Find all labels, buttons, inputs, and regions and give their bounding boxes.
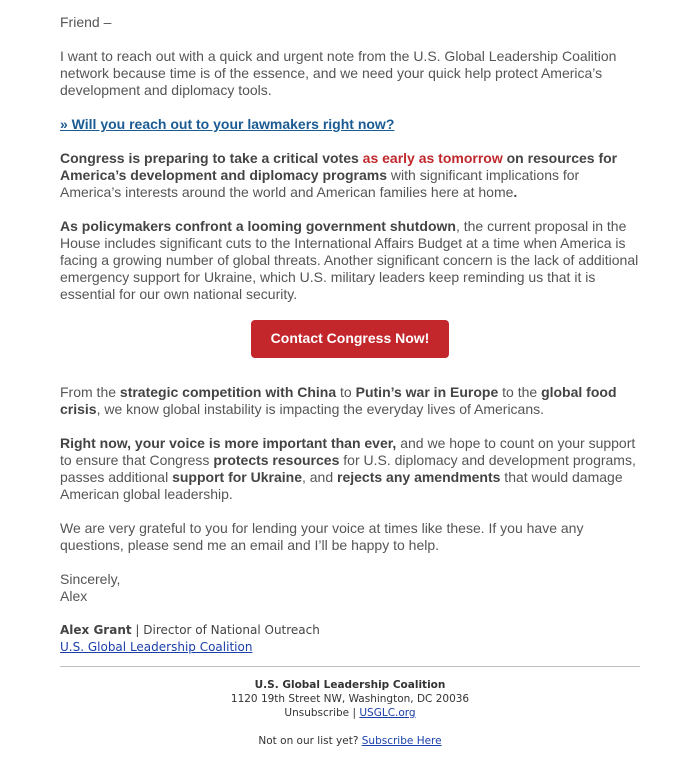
- closing: [60, 571, 640, 605]
- voice-text-2: for U.S. diplomacy and development programs, passes additional: [60, 452, 636, 485]
- votes-bold-1: Congress is preparing to take a critical votes: [60, 150, 363, 166]
- instability-paragraph: [60, 384, 640, 418]
- signature-name: Alex Grant: [60, 623, 132, 637]
- footer: [60, 678, 640, 748]
- signature-title: Director of National Outreach: [143, 623, 320, 637]
- rejects-amendments-bold: rejects any amendments: [337, 469, 501, 485]
- unsubscribe-link[interactable]: Unsubscribe: [284, 707, 350, 719]
- voice-text-1: and we hope to count on your support to ensure that Congress: [60, 435, 636, 468]
- china-bold: strategic competition with China: [119, 384, 337, 400]
- voice-text-4: that would damage American global leadership.: [60, 469, 623, 502]
- voice-bold: Right now, your voice is more important than ever,: [60, 435, 397, 451]
- votes-period: .: [513, 184, 518, 200]
- instability-text-2: to: [336, 384, 356, 400]
- greeting: Friend –: [60, 14, 112, 30]
- shutdown-text: , the current proposal in the House includes significant cuts to the International Affairs Budget at a time when America is facing a growing number of global threats. Another significant concern is the lack of additional emergency support for Ukraine, which U.S. military leaders keep reminding us that it is essential for our own national security.: [60, 218, 639, 302]
- shutdown-bold: As policymakers confront a looming government shutdown: [60, 218, 456, 234]
- putin-war-bold: Putin’s war in Europe: [355, 384, 499, 400]
- footer-divider: [60, 666, 640, 667]
- signature-separator: |: [131, 623, 144, 637]
- votes-text: with significant implications for America’s interests around the world and American families here at home: [60, 167, 580, 200]
- footer-separator: |: [349, 707, 360, 719]
- voice-paragraph: [60, 435, 640, 503]
- instability-text-3: to the: [498, 384, 542, 400]
- button-container: [60, 320, 640, 358]
- closing-salutation: Sincerely,: [60, 571, 121, 587]
- grateful-paragraph: We are very grateful to you for lending your voice at times like these. If you have any questions, please send me an email and I’ll be happy to help.: [60, 520, 584, 553]
- food-crisis-bold: global food crisis: [60, 384, 617, 417]
- early-tomorrow-highlight: as early as tomorrow: [362, 150, 503, 166]
- cta-paragraph: [60, 116, 640, 133]
- shutdown-paragraph: [60, 218, 640, 303]
- ukraine-support-bold: support for Ukraine: [172, 469, 302, 485]
- subscribe-link[interactable]: Subscribe Here: [361, 735, 442, 747]
- lawmakers-cta-link[interactable]: » Will you reach out to your lawmakers right now?: [60, 116, 395, 132]
- footer-org-name: U.S. Global Leadership Coalition: [254, 679, 446, 691]
- signature-org-link[interactable]: U.S. Global Leadership Coalition: [60, 640, 253, 654]
- votes-paragraph: [60, 150, 640, 201]
- voice-text-3: , and: [301, 469, 338, 485]
- footer-address: 1120 19th Street NW, Washington, DC 20036: [230, 693, 470, 705]
- intro-paragraph: I want to reach out with a quick and urgent note from the U.S. Global Leadership Coalition network because time is of the essence, and we need your quick help protect America’s development and diplomacy tools.: [60, 48, 617, 98]
- instability-text-4: , we know global instability is impacting the everyday lives of Americans.: [96, 401, 545, 417]
- instability-text-1: From the: [60, 384, 120, 400]
- usglc-site-link[interactable]: USGLC.org: [359, 707, 416, 719]
- email-body: [60, 14, 640, 656]
- votes-bold-2: on resources for America’s development and diplomacy programs: [60, 150, 618, 183]
- signature: [60, 622, 640, 656]
- not-on-list-text: Not on our list yet?: [258, 735, 362, 747]
- protects-resources-bold: protects resources: [213, 452, 340, 468]
- contact-congress-button[interactable]: Contact Congress Now!: [251, 320, 450, 358]
- closing-name: Alex: [60, 588, 88, 604]
